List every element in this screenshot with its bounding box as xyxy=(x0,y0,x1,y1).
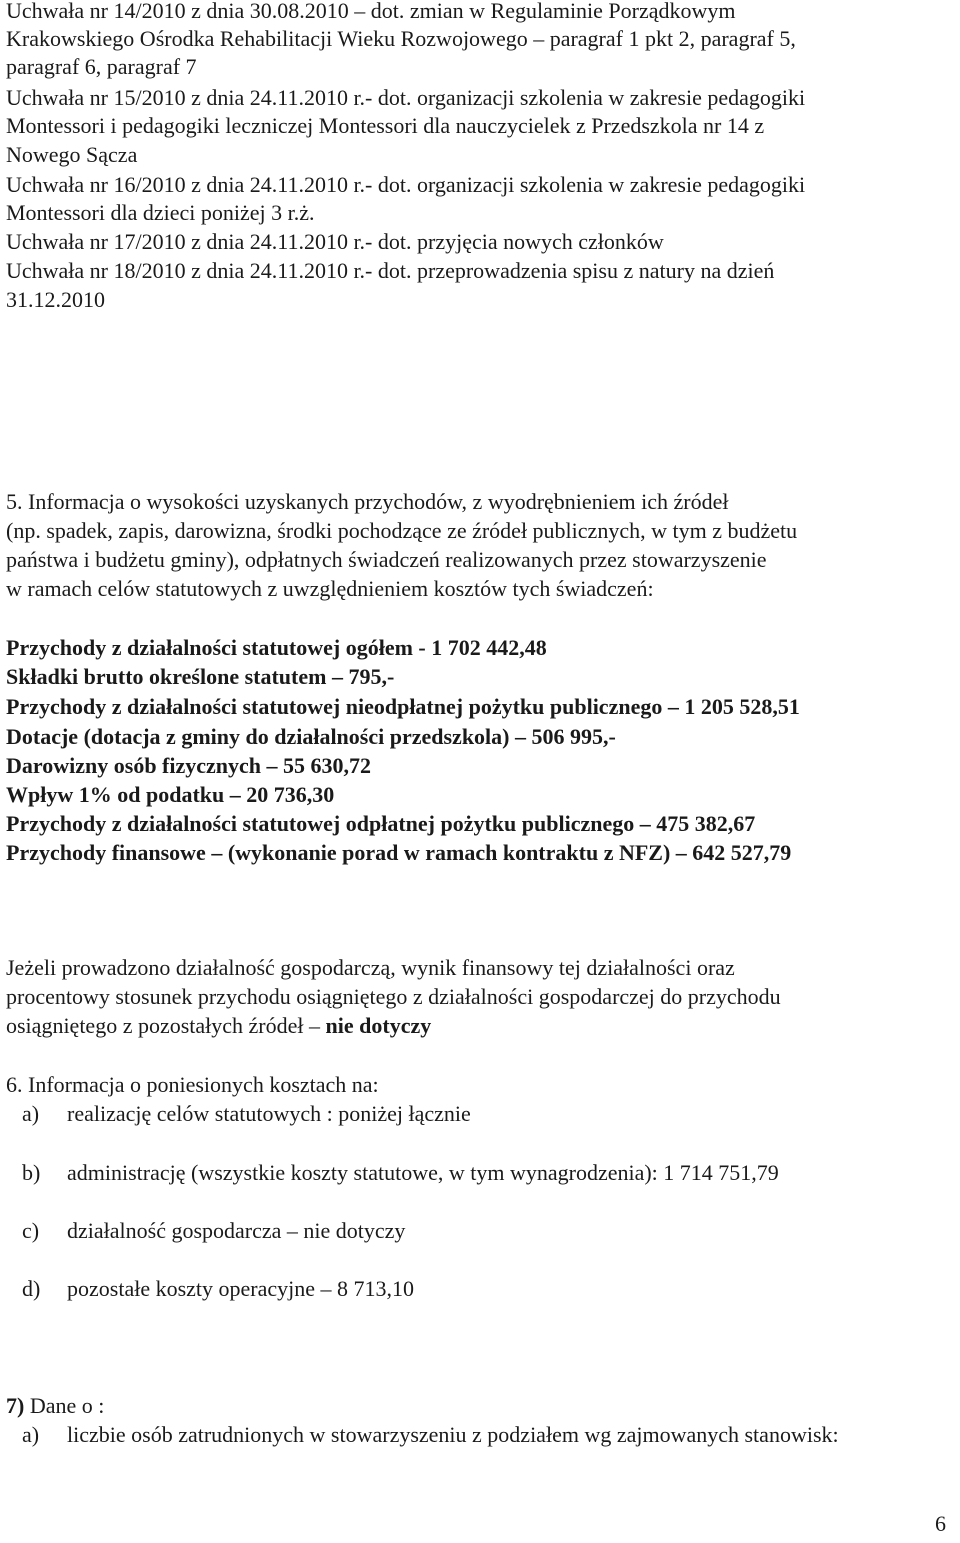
resolution-line: Montessori dla dzieci poniżej 3 r.ż. xyxy=(6,200,315,225)
cost-item-label: b) xyxy=(22,1160,41,1185)
business-line xyxy=(6,1013,431,1039)
income-line: Przychody z działalności statutowej ogółem - 1 702 442,48 xyxy=(6,635,547,660)
employment-item-text: liczbie osób zatrudnionych w stowarzyszeniu z podziałem wg zajmowanych stanowisk: xyxy=(67,1422,839,1447)
page-number: 6 xyxy=(935,1511,946,1536)
income-line: Przychody z działalności statutowej nieodpłatnej pożytku publicznego – 1 205 528,51 xyxy=(6,694,800,719)
income-line: Wpływ 1% od podatku – 20 736,30 xyxy=(6,782,335,807)
resolution-line: Krakowskiego Ośrodka Rehabilitacji Wieku Rozwojowego – paragraf 1 pkt 2, paragraf 5, xyxy=(6,26,796,51)
resolution-line: Uchwała nr 16/2010 z dnia 24.11.2010 r.- dot. organizacji szkolenia w zakresie pedagogiki xyxy=(6,172,806,197)
resolution-line: paragraf 6, paragraf 7 xyxy=(6,54,197,79)
income-line: Składki brutto określone statutem – 795,- xyxy=(6,664,395,689)
business-not-applicable: nie dotyczy xyxy=(325,1013,432,1038)
income-line: Dotacje (dotacja z gminy do działalności przedszkola) – 506 995,- xyxy=(6,724,616,749)
cost-item-label: a) xyxy=(22,1101,40,1126)
section7-number: 7) xyxy=(6,1393,25,1418)
income-line: Przychody finansowe – (wykonanie porad w ramach kontraktu z NFZ) – 642 527,79 xyxy=(6,840,792,865)
resolution-line: Uchwała nr 18/2010 z dnia 24.11.2010 r.- dot. przeprowadzenia spisu z natury na dzień xyxy=(6,258,775,283)
cost-item-text: działalność gospodarcza – nie dotyczy xyxy=(67,1218,406,1243)
employment-item-label: a) xyxy=(22,1422,40,1447)
section6-heading: 6. Informacja o poniesionych kosztach na: xyxy=(6,1072,379,1097)
resolution-line: Nowego Sącza xyxy=(6,142,138,167)
business-line: procentowy stosunek przychodu osiągniętego z działalności gospodarczej do przychodu xyxy=(6,984,781,1009)
cost-item-text: realizację celów statutowych : poniżej łącznie xyxy=(67,1101,471,1126)
cost-item-label: d) xyxy=(22,1276,41,1301)
cost-item-text: pozostałe koszty operacyjne – 8 713,10 xyxy=(67,1276,415,1301)
resolution-line: Montessori i pedagogiki leczniczej Montessori dla nauczycielek z Przedszkola nr 14 z xyxy=(6,113,765,138)
resolution-line: 31.12.2010 xyxy=(6,287,105,312)
resolution-line: Uchwała nr 15/2010 z dnia 24.11.2010 r.- dot. organizacji szkolenia w zakresie pedagogiki xyxy=(6,85,806,110)
section5-line: w ramach celów statutowych z uwzględnieniem kosztów tych świadczeń: xyxy=(6,576,654,601)
resolution-line: Uchwała nr 14/2010 z dnia 30.08.2010 – dot. zmian w Regulaminie Porządkowym xyxy=(6,0,736,23)
cost-item-label: c) xyxy=(22,1218,40,1243)
income-line: Przychody z działalności statutowej odpłatnej pożytku publicznego – 475 382,67 xyxy=(6,811,756,836)
section7-title: Dane o : xyxy=(24,1393,105,1418)
income-line: Darowizny osób fizycznych – 55 630,72 xyxy=(6,753,372,778)
section5-heading: 5. Informacja o wysokości uzyskanych przychodów, z wyodrębnieniem ich źródeł xyxy=(6,489,729,514)
resolution-line: Uchwała nr 17/2010 z dnia 24.11.2010 r.- dot. przyjęcia nowych członków xyxy=(6,229,664,254)
business-line-text: osiągniętego z pozostałych źródeł – xyxy=(6,1013,326,1038)
section7-heading xyxy=(6,1393,104,1419)
section5-line: państwa i budżetu gminy), odpłatnych świadczeń realizowanych przez stowarzyszenie xyxy=(6,547,767,572)
section5-line: (np. spadek, zapis, darowizna, środki pochodzące ze źródeł publicznych, w tym z budżetu xyxy=(6,518,798,543)
business-line: Jeżeli prowadzono działalność gospodarczą, wynik finansowy tej działalności oraz xyxy=(6,955,735,980)
cost-item-text: administrację (wszystkie koszty statutowe, w tym wynagrodzenia): 1 714 751,79 xyxy=(67,1160,779,1185)
